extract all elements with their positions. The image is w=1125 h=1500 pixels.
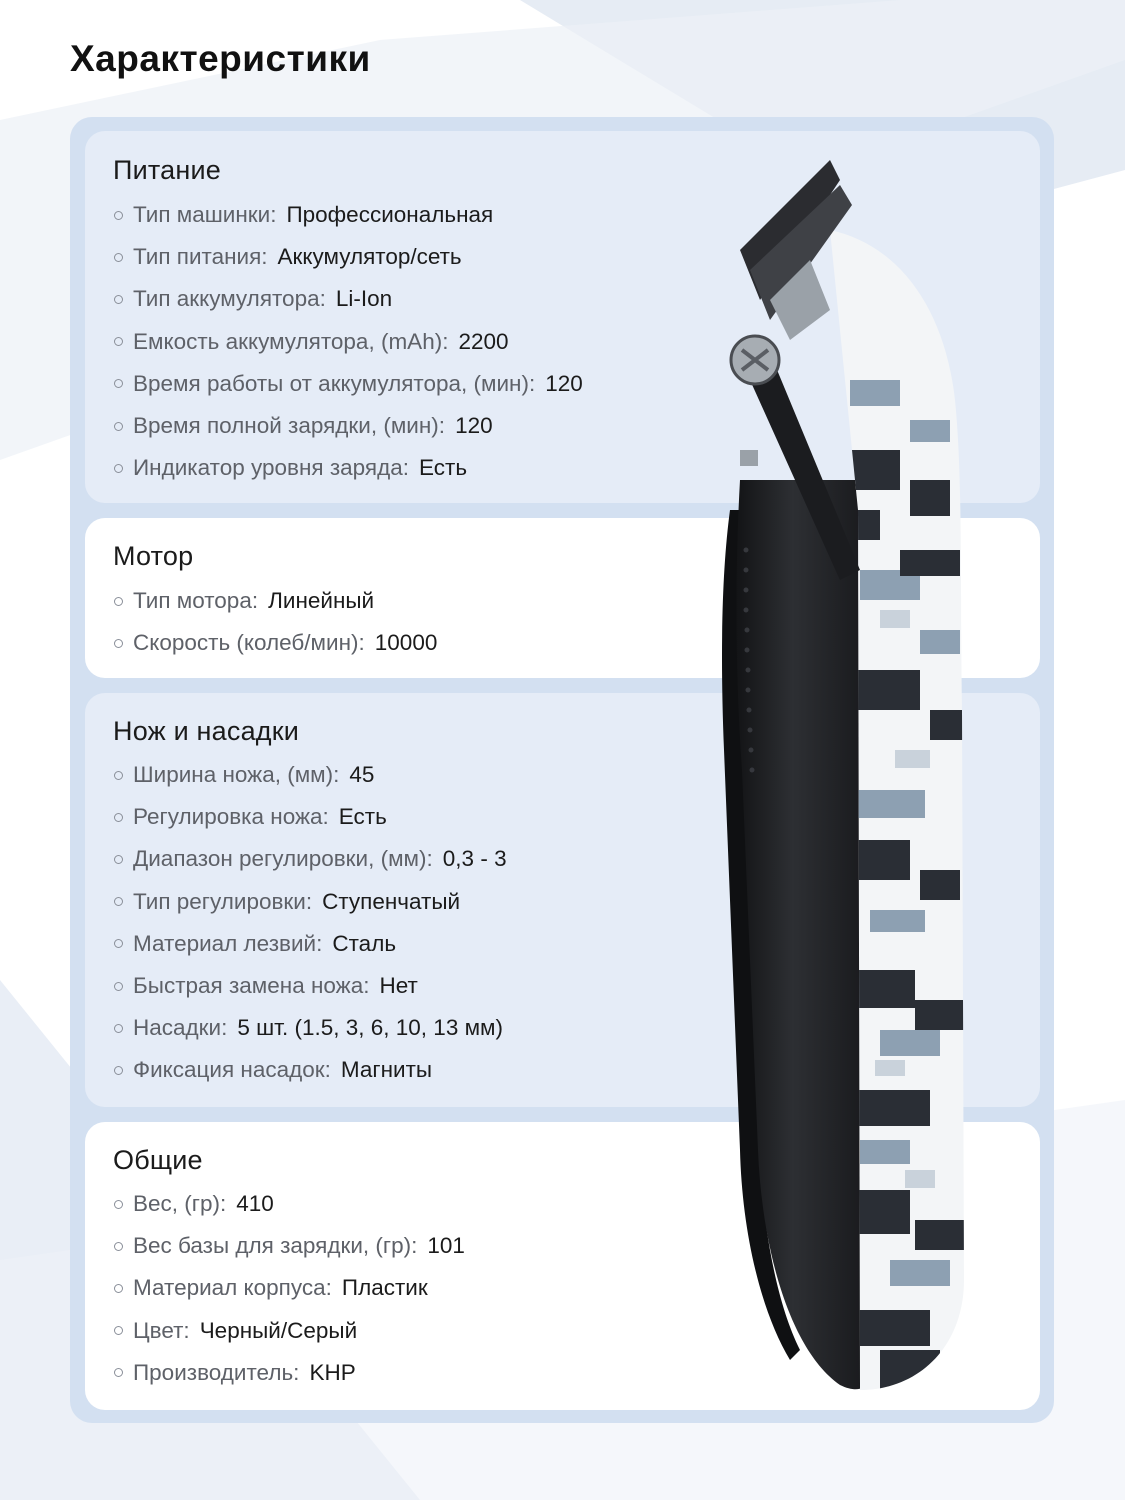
spec-value: 101 [427, 1233, 465, 1259]
spec-item: Регулировка ножа : Есть [113, 796, 1040, 838]
spec-value: Ступенчатый [322, 888, 461, 914]
spec-item: Скорость (колеб/мин) : 10000 [113, 622, 1040, 664]
spec-value: Черный/Серый [199, 1317, 358, 1343]
spec-value: 10000 [374, 630, 438, 656]
bullet-icon [114, 813, 123, 822]
bullet-icon [114, 464, 123, 473]
spec-value: Сталь [332, 930, 397, 956]
bullet-icon [114, 1200, 123, 1209]
section-heading: Общие [113, 1145, 203, 1175]
page-title: Характеристики [70, 38, 371, 79]
spec-value: 2200 [458, 328, 509, 354]
section-heading: Нож и насадки [113, 716, 300, 746]
spec-item: Материал корпуса : Пластик [113, 1267, 1040, 1309]
bullet-icon [114, 379, 123, 388]
spec-value: KHP [309, 1359, 356, 1385]
bullet-icon [114, 771, 123, 780]
spec-value: Нет [379, 973, 418, 999]
spec-label: Материал корпуса [133, 1275, 326, 1301]
bullet-icon [114, 597, 123, 606]
spec-item: Быстрая замена ножа : Нет [113, 965, 1040, 1007]
spec-label: Вес базы для зарядки, (гр) [133, 1233, 412, 1259]
spec-label: Скорость (колеб/мин) [133, 630, 359, 656]
hair-clipper-image [680, 150, 1000, 1410]
spec-label: Ширина ножа, (мм) [133, 762, 334, 787]
spec-item: Вес, (гр) : 410 [113, 1183, 1040, 1225]
spec-value: Li-Ion [335, 286, 393, 312]
bullet-icon [114, 211, 123, 220]
spec-label: Цвет [133, 1317, 184, 1343]
spec-value: Пластик [341, 1275, 428, 1301]
spec-value: Магниты [340, 1057, 433, 1083]
spec-value: 120 [455, 413, 493, 439]
spec-label: Диапазон регулировки, (мм) [133, 846, 427, 872]
spec-value: 45 [349, 762, 375, 787]
spec-value: Линейный [268, 588, 375, 613]
spec-label: Индикатор уровня заряда [133, 455, 403, 481]
spec-item: Тип мотора : Линейный [113, 580, 1040, 622]
spec-item: Материал лезвий : Сталь [113, 923, 1040, 965]
spec-label: Тип аккумулятора [133, 286, 320, 312]
spec-item: Фиксация насадок : Магниты [113, 1049, 1040, 1091]
spec-value: Профессиональная [286, 202, 494, 227]
spec-value: 0,3 - 3 [442, 846, 507, 872]
spec-item: Время полной зарядки, (мин) : 120 [113, 405, 1040, 447]
bullet-icon [114, 855, 123, 864]
bullet-icon [114, 982, 123, 991]
spec-item: Цвет : Черный/Серый [113, 1310, 1040, 1352]
spec-item: Тип аккумулятора : Li-Ion [113, 278, 1040, 320]
spec-label: Насадки [133, 1015, 222, 1041]
bullet-icon [114, 337, 123, 346]
spec-item: Тип питания : Аккумулятор/сеть [113, 236, 1040, 278]
spec-label: Тип мотора [133, 588, 252, 613]
spec-label: Вес, (гр) [133, 1191, 220, 1216]
spec-item: Емкость аккумулятора, (mAh) : 2200 [113, 321, 1040, 363]
spec-label: Тип регулировки [133, 888, 306, 914]
spec-value: 410 [236, 1191, 274, 1216]
spec-item: Индикатор уровня заряда : Есть [113, 447, 1040, 489]
spec-value: 120 [545, 370, 583, 396]
spec-label: Материал лезвий [133, 930, 317, 956]
bullet-icon [114, 639, 123, 648]
spec-item: Время работы от аккумулятора, (мин) : 120 [113, 363, 1040, 405]
spec-item: Тип регулировки : Ступенчатый [113, 881, 1040, 923]
spec-value: 5 шт. (1.5, 3, 6, 10, 13 мм) [237, 1015, 504, 1041]
spec-label: Быстрая замена ножа [133, 973, 364, 999]
bullet-icon [114, 422, 123, 431]
spec-label: Время работы от аккумулятора, (мин) [133, 370, 529, 396]
spec-label: Регулировка ножа [133, 804, 323, 830]
spec-item: Вес базы для зарядки, (гр) : 101 [113, 1225, 1040, 1267]
spec-value: Есть [419, 455, 468, 481]
bullet-icon [114, 1284, 123, 1293]
spec-label: Тип питания [133, 244, 262, 270]
spec-item: Производитель : KHP [113, 1352, 1040, 1394]
bullet-icon [114, 1024, 123, 1033]
spec-value: Есть [338, 804, 387, 830]
spec-item: Диапазон регулировки, (мм) : 0,3 - 3 [113, 838, 1040, 880]
spec-value: Аккумулятор/сеть [277, 244, 462, 270]
bullet-icon [114, 253, 123, 262]
spec-label: Фиксация насадок [133, 1057, 325, 1083]
spec-label: Производитель [133, 1359, 294, 1385]
section-heading: Мотор [113, 541, 194, 571]
bullet-icon [114, 897, 123, 906]
bullet-icon [114, 1368, 123, 1377]
bullet-icon [114, 1066, 123, 1075]
bullet-icon [114, 295, 123, 304]
bullet-icon [114, 939, 123, 948]
spec-label: Емкость аккумулятора, (mAh) [133, 328, 443, 354]
spec-item: Ширина ножа, (мм) : 45 [113, 754, 1040, 796]
section-heading: Питание [113, 155, 221, 185]
spec-item: Тип машинки : Профессиональная [113, 194, 1040, 236]
spec-label: Время полной зарядки, (мин) [133, 413, 439, 439]
spec-item: Насадки : 5 шт. (1.5, 3, 6, 10, 13 мм) [113, 1007, 1040, 1049]
bullet-icon [114, 1242, 123, 1251]
bullet-icon [114, 1326, 123, 1335]
spec-label: Тип машинки [133, 202, 271, 227]
